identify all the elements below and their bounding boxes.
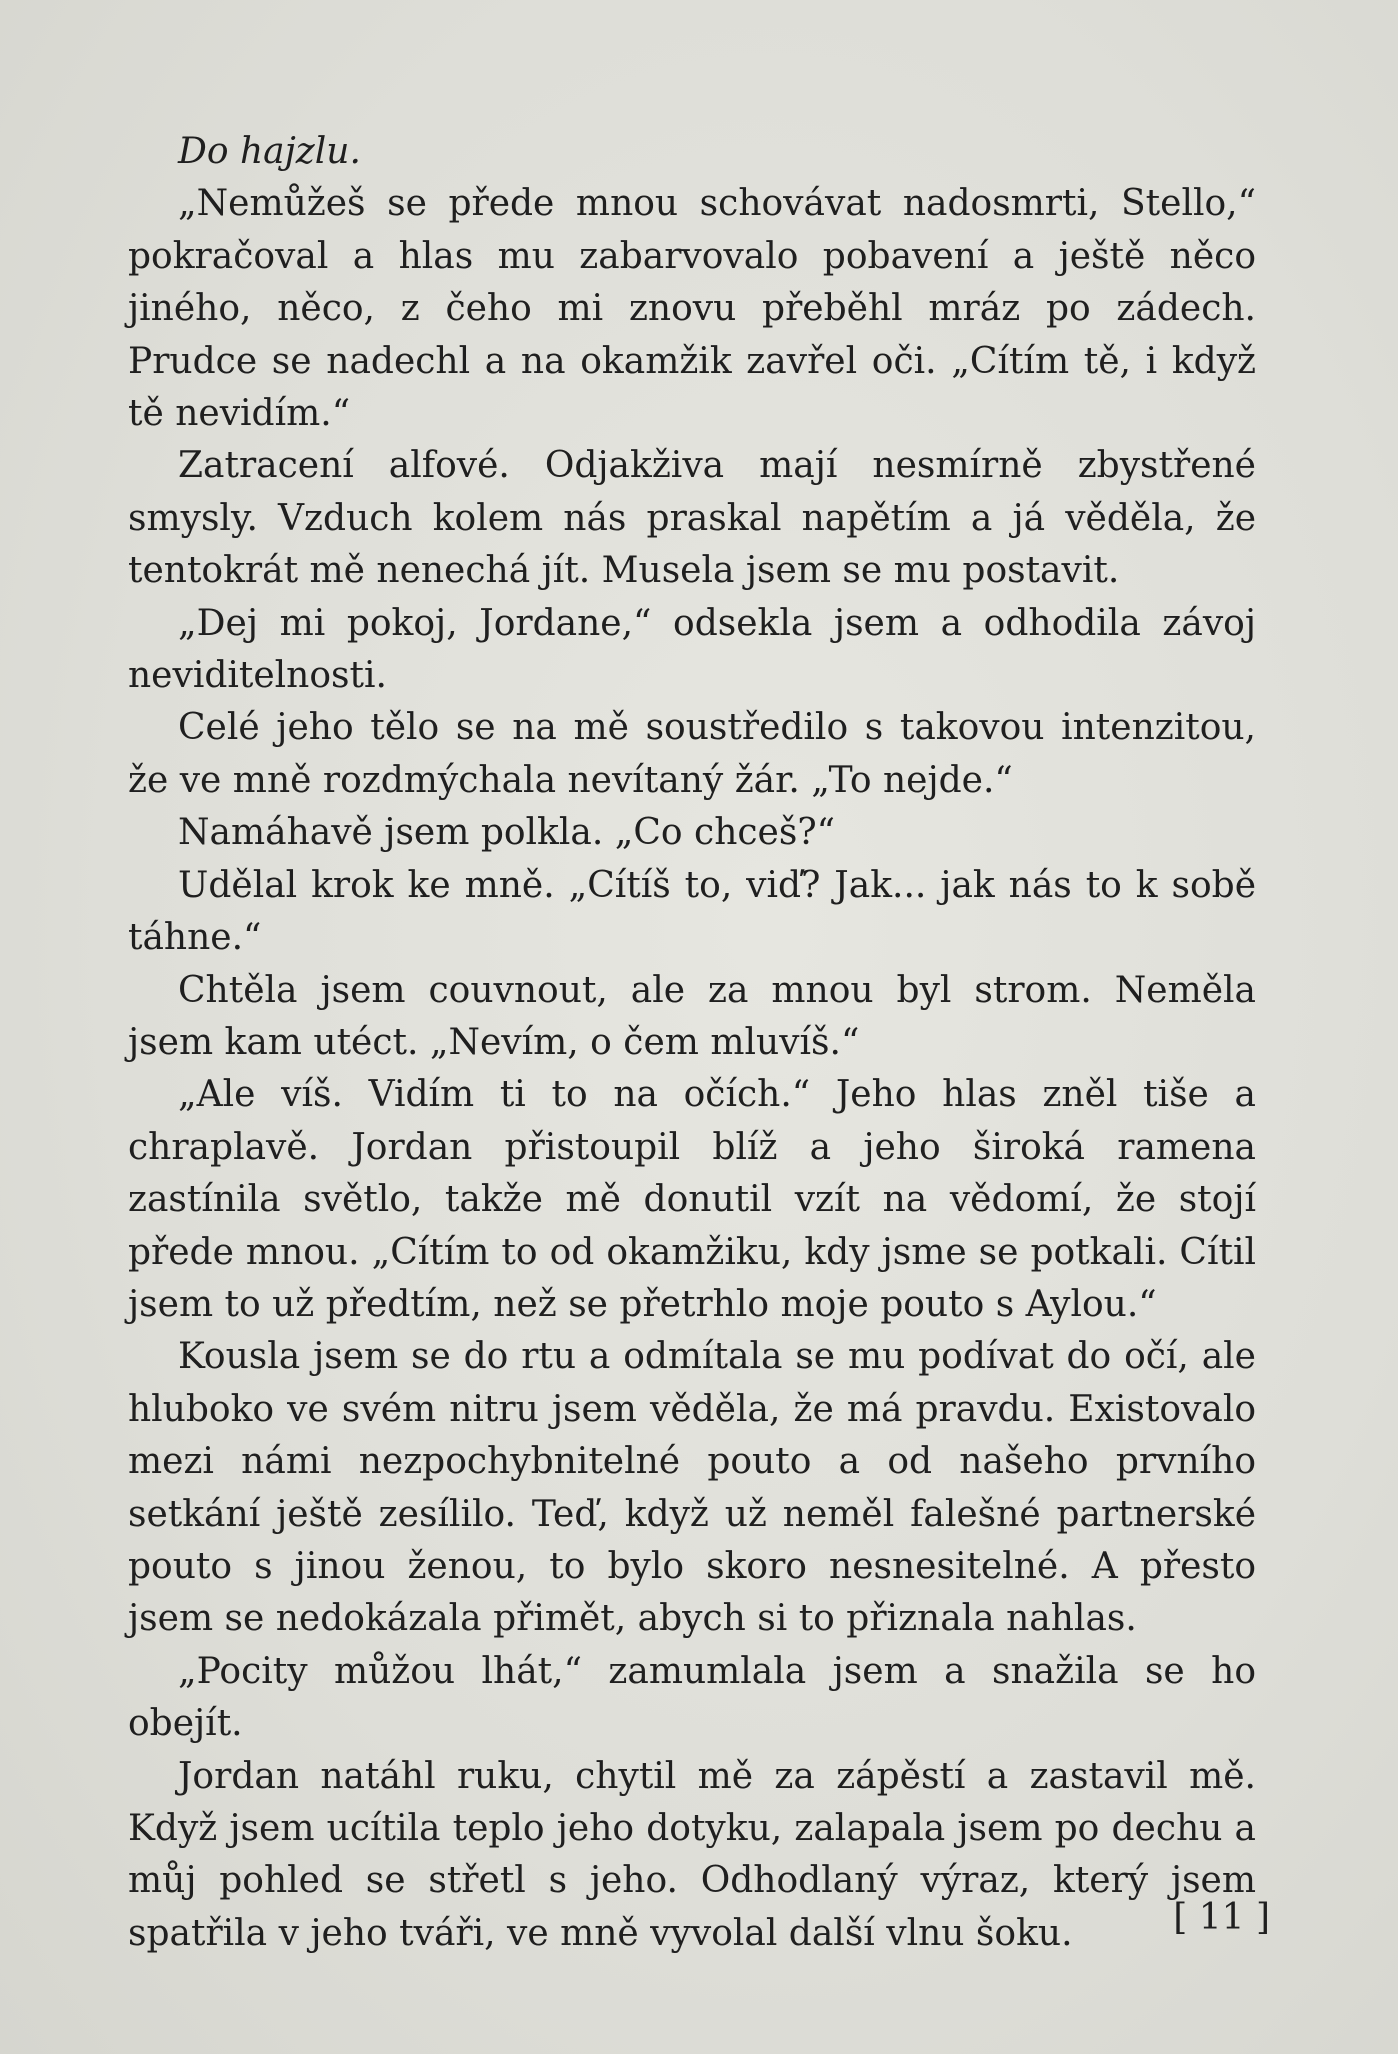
paragraph-11: „Pocity můžou lhát,“ zamumlala jsem a snažila se ho obejít. (128, 1650, 1256, 1745)
paragraph-9: „Ale víš. Vidím ti to na očích.“ Jeho hlas zněl tiše a chraplavě. Jordan přistoupil blíž a jeho široká ramena zastínila světlo, takže mě donutil vzít na vědomí, že stojí přede mnou. „Cítím to od okamžiku, kdy jsme se potkali. Cítil jsem to už předtím, než se přetrhlo moje pouto s Aylou.“ (128, 1074, 1256, 1325)
paragraph-5: Celé jeho tělo se na mě soustředilo s takovou intenzitou, že ve mně rozdmýchala nevítaný žár. „To nejde.“ (128, 707, 1256, 801)
paragraph-4: „Dej mi pokoj, Jordane,“ odsekla jsem a odhodila závoj neviditelnosti. (128, 602, 1256, 697)
body-text (128, 126, 1256, 1960)
paragraph-10: Kousla jsem se do rtu a odmítala se mu podívat do očí, ale hluboko ve svém nitru jsem věděla, že má pravdu. Existovalo mezi námi nezpochybnitelné pouto a od našeho prvního setkání ještě zesílilo. Teď, když už neměl falešné partnerské pouto s jinou ženou, to bylo skoro nesnesitelné. A přesto jsem se nedokázala přimět, abych si to přiznala nahlas. (128, 1336, 1256, 1640)
paragraph-3: Zatracení alfové. Odjakživa mají nesmírně zbystřené smysly. Vzduch kolem nás praskal napětím a já věděla, že tentokrát mě nenechá jít. Musela jsem se mu postavit. (128, 445, 1256, 592)
page-number: [ 11 ] (1173, 1897, 1270, 1938)
paragraph-12: Jordan natáhl ruku, chytil mě za zápěstí a zastavil mě. Když jsem ucítila teplo jeho dotyku, zalapala jsem po dechu a můj pohled se střetl s jeho. Odhodlaný výraz, který jsem spatřila v jeho tváři, ve mně vyvolal další vlnu šoku. (128, 1755, 1256, 1954)
paragraph-8: Chtěla jsem couvnout, ale za mnou byl strom. Neměla jsem kam utéct. „Nevím, o čem mluvíš.“ (128, 969, 1256, 1063)
paragraph-6: Namáhavě jsem polkla. „Co chceš?“ (178, 812, 836, 854)
paragraph-1: Do hajzlu. (178, 131, 361, 172)
paragraph-2: „Nemůžeš se přede mnou schovávat nadosmrti, Stello,“ pokračoval a hlas mu zabarvovalo pobavení a ještě něco jiného, něco, z čeho mi znovu přeběhl mráz po zádech. Prudce se nadechl a na okamžik zavřel oči. „Cítím tě, i když tě nevidím.“ (128, 183, 1256, 435)
paragraph-7: Udělal krok ke mně. „Cítíš to, viď? Jak... jak nás to k sobě táhne.“ (128, 864, 1256, 959)
